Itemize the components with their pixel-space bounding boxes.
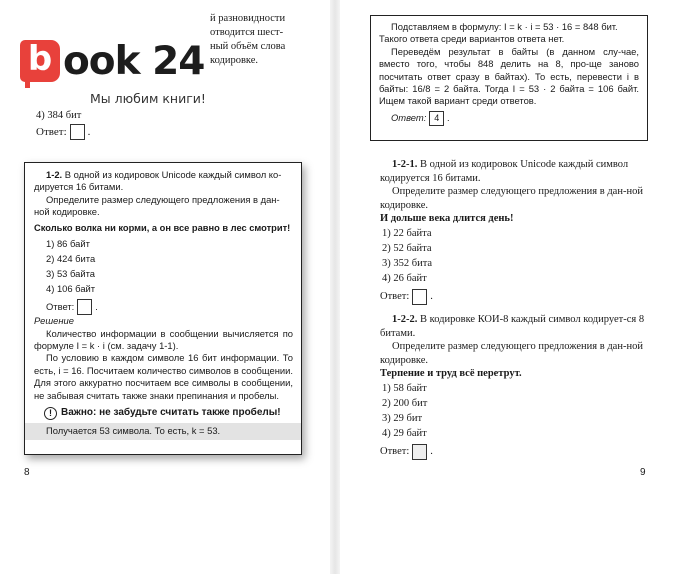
option-4: 4) 29 байт [382, 428, 427, 440]
task-1-2-1 [380, 158, 648, 305]
answer-row: Ответ: . [36, 126, 91, 138]
warning-text: Важно: не забудьте считать также пробелы! [61, 407, 281, 419]
option-1: 1) 58 байт [382, 382, 427, 394]
option-2: 2) 200 бит [382, 398, 428, 410]
task-1-2-2 [380, 313, 648, 460]
clipped-paragraph [210, 12, 330, 68]
option-4: 4) 26 байт [382, 273, 427, 285]
options-list [382, 227, 648, 286]
logo-wordmark: ook 24 [63, 38, 205, 84]
formula-box [370, 15, 648, 141]
result-band: Получается 53 символа. То есть, k = 53. [25, 423, 301, 440]
book24-logo[interactable] [20, 40, 220, 110]
task-intro: В одной из кодировок Unicode каждый символ кодируется 16 битами. [380, 159, 629, 184]
text-line: кодировке. [210, 55, 259, 66]
option-3: 3) 352 бита [382, 258, 433, 270]
warning-note [44, 407, 293, 420]
task-phrase: И дольше века длится день! [380, 213, 514, 225]
answer-box [77, 299, 92, 315]
options-list [46, 238, 293, 295]
options-list [382, 382, 648, 441]
option-1: 1) 86 байт [46, 238, 90, 250]
task-instruction: Определите размер следующего предложения в дан-ной кодировке. [380, 186, 643, 211]
task-intro: В кодировке КОИ-8 каждый символ кодирует-ся 8 битами. [380, 314, 645, 339]
answer-label: Ответ: [380, 291, 410, 303]
option-3: 3) 53 байта [46, 267, 95, 279]
answer-label: Ответ: [36, 126, 67, 138]
book-gutter [330, 0, 340, 574]
text-line: отводится шест- [210, 27, 284, 38]
option-2: 2) 52 байта [382, 243, 432, 255]
clipped-option: 4) 384 бит [36, 110, 82, 121]
task-phrase: Сколько волка ни корми, а он все равно в лес смотрит! [34, 222, 291, 233]
task-number: 1-2-2. [392, 314, 418, 325]
answer-row: Ответ: 4 . [391, 111, 639, 126]
solution-paragraph-1: Количество информации в сообщении вычисляется по формуле I = k · i (см. задачу 1-1). [34, 327, 293, 351]
exclamation-icon: ! [44, 407, 57, 420]
text-line: ный объём слова [210, 41, 286, 52]
option-4: 4) 106 байт [46, 282, 96, 294]
answer-box [412, 289, 427, 305]
book-letter-icon: b [20, 40, 60, 82]
option-3: 3) 29 бит [382, 413, 423, 425]
formula-paragraph-1: Подставляем в формулу: I = k · i = 53 · 16 = 848 бит. Такого ответа среди вариантов ответа нет. [379, 21, 618, 45]
option-1: 1) 22 байта [382, 227, 432, 239]
answer-row: Ответ: . [46, 299, 293, 315]
page-number-left: 8 [24, 467, 30, 478]
task-instruction: Определите размер следующего предложения в дан-ной кодировке. [380, 341, 643, 366]
logo-tagline: Мы любим книги! [90, 91, 206, 106]
right-page [340, 0, 674, 574]
solution-title: Решение [34, 315, 74, 327]
solution-paragraph-2: По условию в каждом символе 16 бит информации. То есть, i = 16. Посчитаем количество символов в сообщении. Для этого аккуратно посчитаем все символы в сообщении, не забывая считать также знаки препинания и пробелы. [34, 352, 293, 401]
task-1-2-box [24, 162, 302, 455]
answer-label: Ответ: [380, 446, 410, 458]
task-intro: В одной из кодировок Unicode каждый символ ко-дируется 16 битами. [34, 169, 282, 193]
task-instruction: Определите размер следующего предложения в дан-ной кодировке. [34, 193, 280, 218]
task-phrase: Терпение и труд всё перетрут. [380, 368, 522, 380]
task-number: 1-2-1. [392, 159, 418, 170]
answer-row: Ответ: . [380, 289, 648, 305]
answer-box [412, 444, 427, 460]
answer-label: Ответ: [391, 112, 427, 124]
text-line: й разновидности [210, 13, 286, 24]
page-number-right: 9 [640, 467, 646, 478]
answer-label: Ответ: [46, 300, 75, 312]
answer-row: Ответ: . [380, 444, 648, 460]
answer-value: 4 [429, 111, 444, 126]
formula-paragraph-2: Переведём результат в байты (в данном слу-чае, вместо того, чтобы 848 делить на 8, про-ще заново посчитать ответ сразу в байтах). То есть, перевести i в байты: 16/8 = 2 байта. Тогда I = 53 · 2 байта = 106 байт. Ищем такой вариант среди ответов. [379, 45, 639, 107]
answer-box [70, 124, 85, 140]
task-number: 1-2. [46, 169, 63, 180]
option-2: 2) 424 бита [46, 252, 96, 264]
